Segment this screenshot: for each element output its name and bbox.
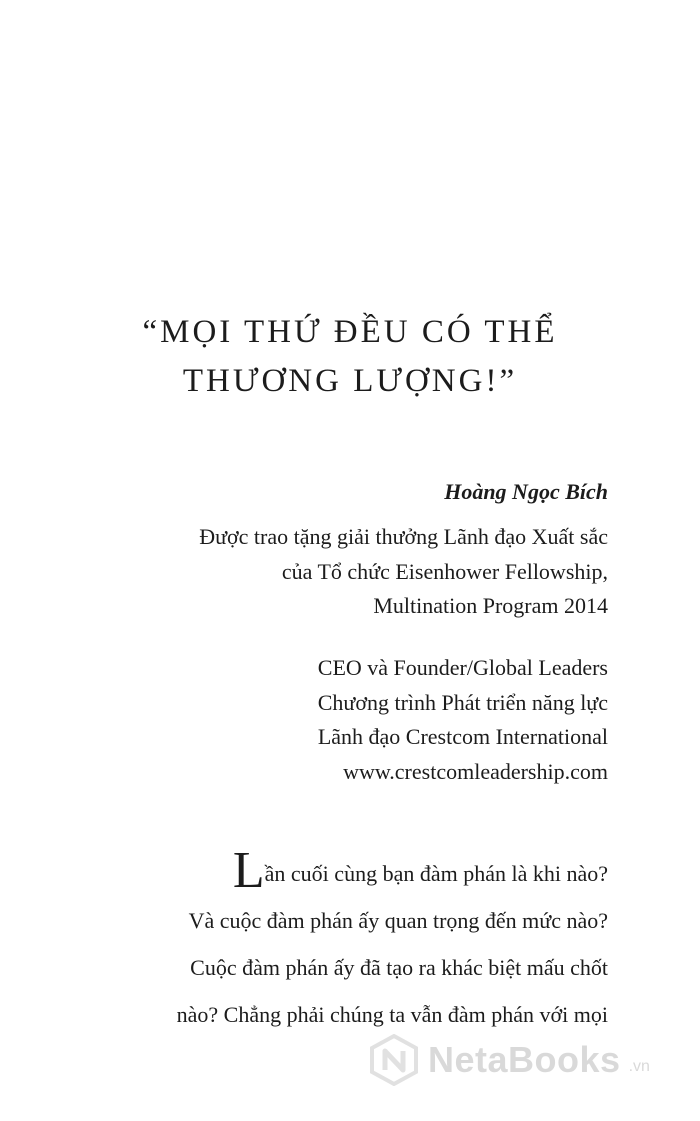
body-paragraph xyxy=(144,842,608,1038)
credential-line: Được trao tặng giải thưởng Lãnh đạo Xuất sắc xyxy=(199,524,608,549)
body-line xyxy=(144,842,608,899)
author-roles xyxy=(318,651,608,789)
body-line-1-text: ần cuối cùng bạn đàm phán là khi nào? xyxy=(264,861,608,886)
credential-line: của Tổ chức Eisenhower Fellowship, xyxy=(281,558,608,584)
body-line: nào? Chẳng phải chúng ta vẫn đàm phán với mọi xyxy=(176,1002,608,1027)
author-name: Hoàng Ngọc Bích xyxy=(444,479,608,504)
netabooks-logo-icon xyxy=(368,1034,420,1086)
role-line: Chương trình Phát triển năng lực xyxy=(317,689,608,715)
role-line: CEO và Founder/Global Leaders xyxy=(317,655,608,680)
quote-title-line-2: THƯƠNG LƯỢNG!” xyxy=(182,363,518,399)
quote-title-line-1: “MỌI THỨ ĐỀU CÓ THỂ xyxy=(142,314,558,350)
quote-title xyxy=(60,308,640,406)
role-line: Lãnh đạo Crestcom International xyxy=(317,724,608,749)
watermark-suffix: .vn xyxy=(628,1058,650,1075)
website-line: www.crestcomleadership.com xyxy=(343,758,608,784)
body-line: Và cuộc đàm phán ấy quan trọng đến mức nào? xyxy=(188,908,608,933)
watermark xyxy=(368,1030,688,1090)
drop-cap: L xyxy=(232,842,265,899)
body-line: Cuộc đàm phán ấy đã tạo ra khác biệt mấu chốt xyxy=(190,955,608,980)
author-credentials xyxy=(199,520,608,624)
credential-line: Multination Program 2014 xyxy=(373,593,608,618)
watermark-brand: NetaBooks xyxy=(428,1039,621,1080)
